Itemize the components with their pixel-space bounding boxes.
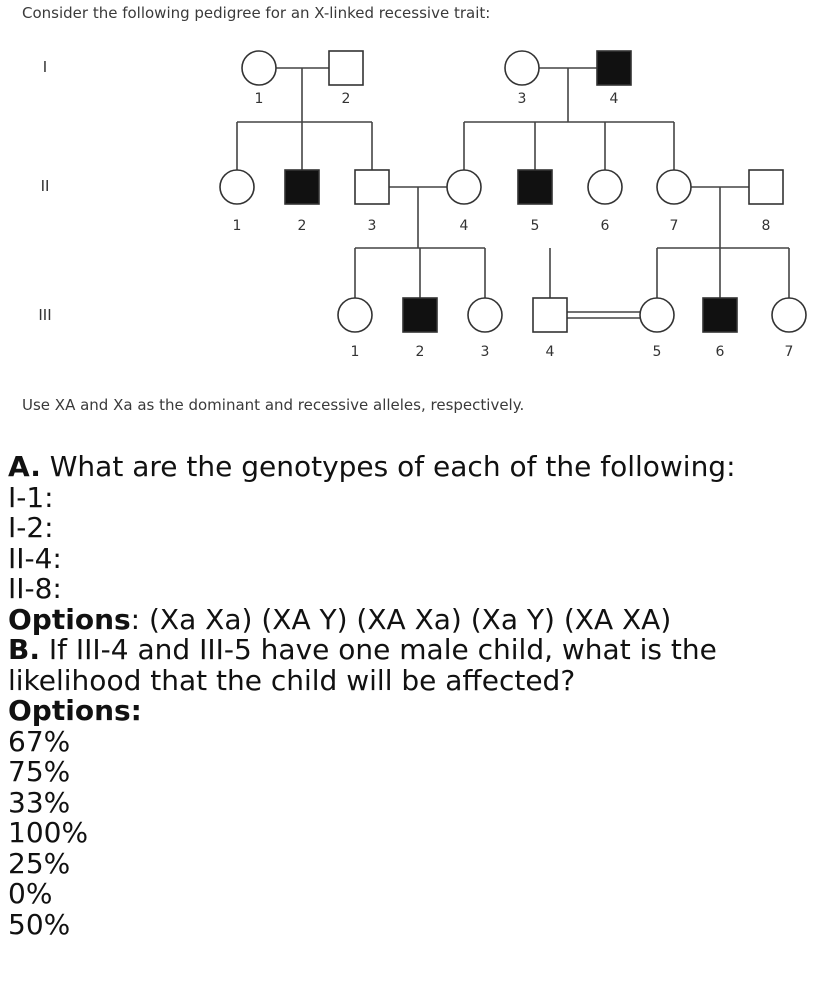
answer-option-2: 75% xyxy=(8,755,71,788)
individual-iii-1-female-symbol xyxy=(338,298,372,332)
question-a-options-label: Options xyxy=(8,602,131,636)
individual-iii-4-male-symbol xyxy=(533,298,567,332)
individual-iii-3-female-symbol xyxy=(468,298,502,332)
genotype-item-2: I-2: xyxy=(8,511,54,544)
answer-option-5: 25% xyxy=(8,846,71,880)
individual-iii-7-female-symbol xyxy=(772,298,806,332)
individual-ii-4-number: 4 xyxy=(459,218,469,234)
individual-ii-3-male-symbol xyxy=(355,170,389,204)
question-b-options-label: Options: xyxy=(8,694,142,727)
individual-iii-2-male-symbol xyxy=(403,298,437,332)
individual-iii-4-number: 4 xyxy=(545,344,555,360)
individual-iii-3-number: 3 xyxy=(480,344,490,360)
question-b-prompt: If III-4 and III-5 have one male child, what is the likelihood that the child will be affected? xyxy=(8,633,717,697)
individual-i-1-female-symbol xyxy=(242,51,276,85)
individual-iii-1-number: 1 xyxy=(350,344,360,360)
individual-i-3-female-symbol xyxy=(505,51,539,85)
answer-option-1: 67% xyxy=(8,724,71,758)
individual-ii-1-number: 1 xyxy=(232,218,242,234)
individual-i-2-male-symbol xyxy=(329,51,363,85)
individual-ii-5-male-symbol xyxy=(518,170,552,204)
answer-option-3: 33% xyxy=(8,785,71,819)
individual-ii-1-female-symbol xyxy=(220,170,254,204)
individual-i-4-male-symbol xyxy=(597,51,631,85)
intro-text: Consider the following pedigree for an X-linked recessive trait: xyxy=(22,4,491,22)
individual-ii-8-number: 8 xyxy=(761,218,771,234)
individual-ii-7-number: 7 xyxy=(669,218,679,234)
individual-ii-7-female-symbol xyxy=(657,170,691,204)
question-a-heading xyxy=(8,452,808,483)
question-a-label: A. xyxy=(8,450,41,483)
generation-label-3: III xyxy=(38,306,52,324)
individual-i-3-number: 3 xyxy=(517,91,527,107)
question-a-prompt: What are the genotypes of each of the following: xyxy=(49,450,736,483)
individual-ii-6-female-symbol xyxy=(588,170,622,204)
genotype-item-4: II-8: xyxy=(8,572,62,605)
question-b-heading xyxy=(8,635,808,696)
question-a-options-text: : (Xa Xa) (XA Y) (XA Xa) (Xa Y) (XA XA) xyxy=(130,602,672,636)
generation-label-2: II xyxy=(40,177,50,195)
genotype-item-3: II-4: xyxy=(8,541,62,575)
individual-iii-6-number: 6 xyxy=(715,344,725,360)
generation-label-1: I xyxy=(42,58,48,76)
pedigree-chart xyxy=(0,0,814,380)
individual-iii-7-number: 7 xyxy=(784,344,794,360)
individual-ii-2-male-symbol xyxy=(285,170,319,204)
question-a-options xyxy=(8,602,808,636)
individual-ii-2-number: 2 xyxy=(297,218,307,234)
question-b-label: B. xyxy=(8,633,40,666)
answer-option-7: 50% xyxy=(8,907,71,941)
individual-i-1-number: 1 xyxy=(254,91,264,107)
allele-note: Use XA and Xa as the dominant and recessive alleles, respectively. xyxy=(22,396,525,414)
individual-iii-2-number: 2 xyxy=(415,344,425,360)
individual-ii-8-male-symbol xyxy=(749,170,783,204)
individual-iii-5-female-symbol xyxy=(640,298,674,332)
answer-option-4: 100% xyxy=(8,816,89,849)
individual-i-4-number: 4 xyxy=(609,91,619,107)
question-block xyxy=(8,452,808,940)
genotype-item-1: I-1: xyxy=(8,480,54,514)
individual-ii-6-number: 6 xyxy=(600,218,610,234)
individual-ii-3-number: 3 xyxy=(367,218,377,234)
individual-ii-5-number: 5 xyxy=(530,218,540,234)
individual-iii-5-number: 5 xyxy=(652,344,662,360)
individual-i-2-number: 2 xyxy=(341,91,351,107)
individual-ii-4-female-symbol xyxy=(447,170,481,204)
answer-option-6: 0% xyxy=(8,877,53,910)
individual-iii-6-male-symbol xyxy=(703,298,737,332)
